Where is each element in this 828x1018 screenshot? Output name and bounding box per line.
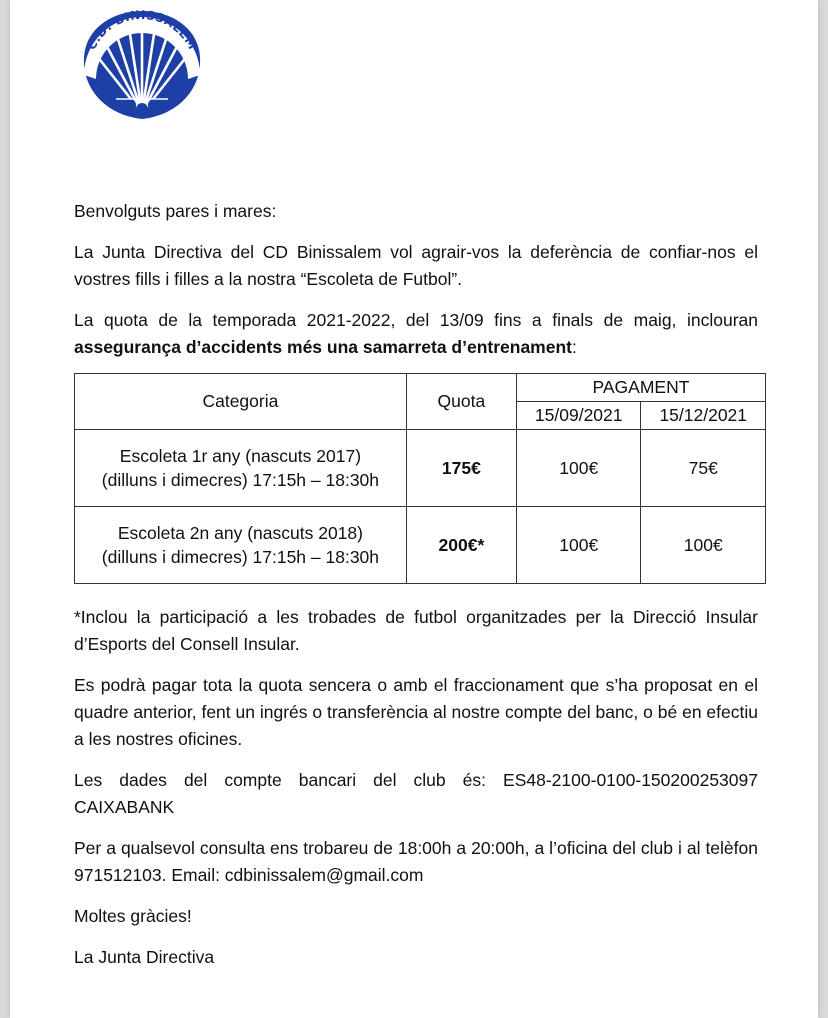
greeting: Benvolguts pares i mares: [74, 201, 277, 221]
contact-paragraph: Per a qualsevol consulta ens trobareu de 18:00h a 20:00h, a l’oficina del club i al telèfon 971512103. Email: cdbinissalem@gmail.com [74, 838, 758, 885]
fee-intro-colon: : [572, 337, 577, 357]
fee-intro-paragraph [74, 307, 758, 361]
payment-1-cell: 100€ [516, 430, 641, 507]
signature-line: La Junta Directiva [74, 947, 215, 967]
svg-text:C.D. BINISSALEM: C.D. BINISSALEM [84, 7, 200, 53]
footnote: *Inclou la participació a les trobades de futbol organitzades per la Direcció Insular d’Esports del Consell Insular. [74, 607, 758, 654]
fee-intro-text: La quota de la temporada 2021-2022, del 13/09 fins a finals de maig, inclouran [74, 310, 758, 330]
category-cell [75, 430, 407, 507]
letter-body [74, 198, 758, 985]
payment-2-cell: 100€ [641, 507, 766, 584]
quota-cell: 175€ [406, 430, 516, 507]
table-row [75, 430, 766, 507]
table-row [75, 507, 766, 584]
club-logo [76, 5, 208, 125]
bank-paragraph: Les dades del compte bancari del club és: ES48-2100-0100-150200253097 CAIXABANK [74, 770, 758, 817]
category-name: Escoleta 1r any (nascuts 2017) [119, 446, 362, 466]
fees-table [74, 373, 766, 584]
quota-cell: 200€* [406, 507, 516, 584]
thanks-line: Moltes gràcies! [74, 906, 192, 926]
category-name: Escoleta 2n any (nascuts 2018) [117, 523, 363, 543]
payment-1-cell: 100€ [516, 507, 641, 584]
header-pagament: PAGAMENT [516, 374, 765, 402]
payment-2-cell: 75€ [641, 430, 766, 507]
header-categoria: Categoria [75, 374, 407, 430]
header-date-1: 15/09/2021 [516, 402, 641, 430]
category-schedule: (dilluns i dimecres) 17:15h – 18:30h [101, 470, 380, 490]
fee-intro-bold: assegurança d’accidents més una samarreta d’entrenament [74, 337, 572, 357]
intro-paragraph: La Junta Directiva del CD Binissalem vol agrair-vos la deferència de confiar-nos el vostres fills i filles a la nostra “Escoleta de Futbol”. [74, 242, 758, 289]
category-schedule: (dilluns i dimecres) 17:15h – 18:30h [101, 547, 380, 567]
header-quota: Quota [406, 374, 516, 430]
category-cell [75, 507, 407, 584]
payment-paragraph: Es podrà pagar tota la quota sencera o amb el fraccionament que s’ha proposat en el quadre anterior, fent un ingrés o transferència al nostre compte del banc, o bé en efectiu a les nostres oficines. [74, 675, 758, 749]
document-page [10, 0, 818, 1018]
header-date-2: 15/12/2021 [641, 402, 766, 430]
